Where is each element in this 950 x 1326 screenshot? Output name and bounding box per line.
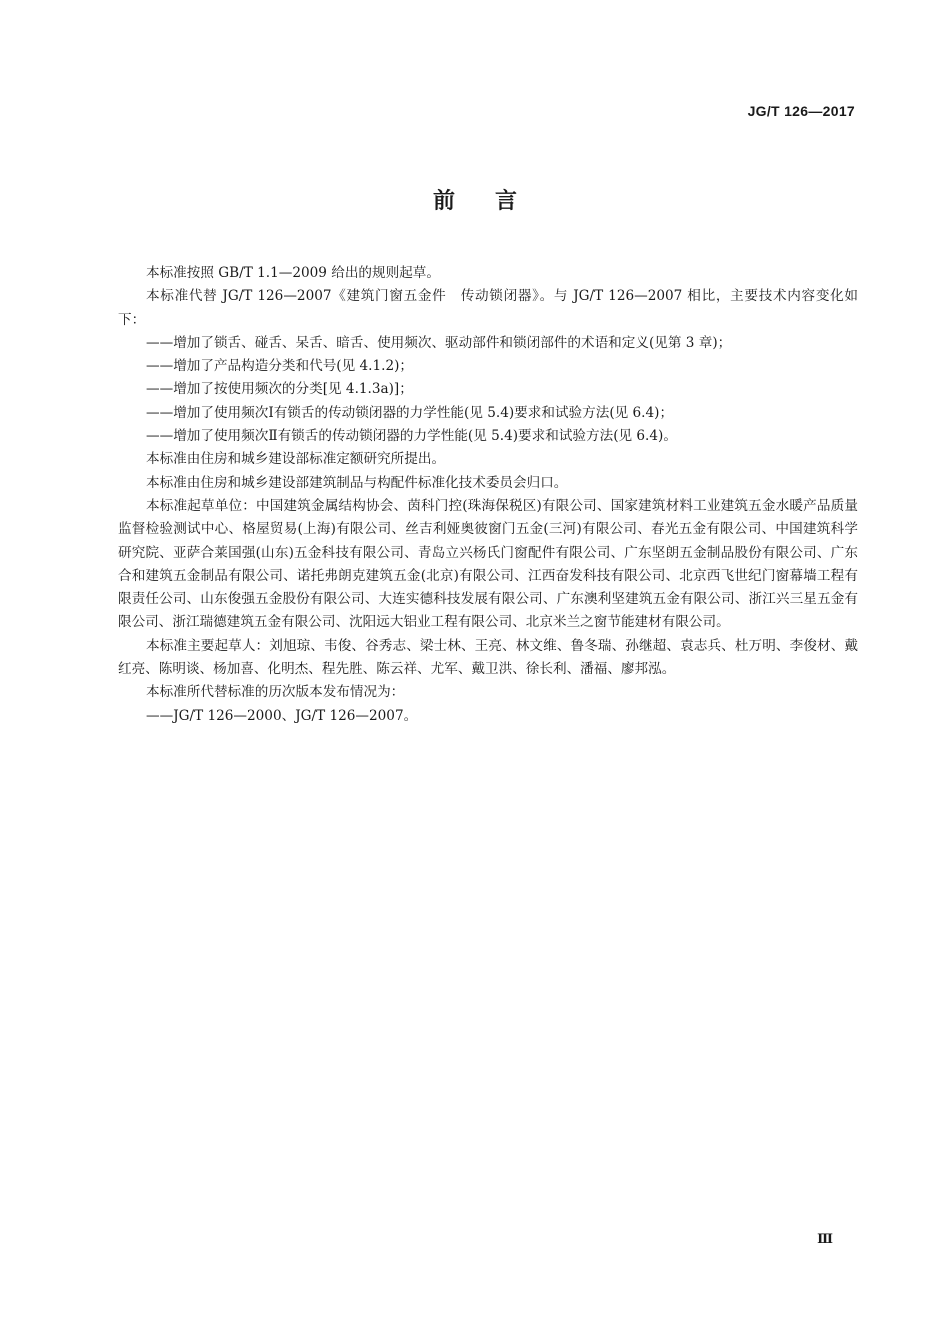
paragraph-drafting-rules: 本标准按照 GB/T 1.1—2009 给出的规则起草。 xyxy=(146,265,440,281)
paragraph-history: 本标准所代替标准的历次版本发布情况为： xyxy=(146,684,405,701)
standard-code: JG/T 126—2017 xyxy=(747,103,855,119)
list-item-change: ——增加了产品构造分类和代号(见 4.1.2)； xyxy=(146,358,414,375)
paragraph-centralized: 本标准由住房和城乡建设部建筑制品与构配件标准化技术委员会归口。 xyxy=(146,474,568,491)
page-number: Ⅲ xyxy=(817,1232,833,1247)
list-item-change: ——增加了使用频次Ⅱ有锁舌的传动锁闭器的力学性能(见 5.4)要求和试验方法(见 6.4)。 xyxy=(146,428,677,445)
paragraph-replacement: 本标准代替 JG/T 126—2007《建筑门窗五金件 传动锁闭器》。与 JG/T 126—2007 相比，主要技术内容变化如下： xyxy=(118,288,858,328)
page-title: 前言 xyxy=(432,189,557,214)
paragraph-drafting-units: 本标准起草单位：中国建筑金属结构协会、茵科门控(珠海保税区)有限公司、国家建筑材料工业建筑五金水暖产品质量监督检验测试中心、格屋贸易(上海)有限公司、丝吉利娅奥彼窗门五金(三河)有限公司、春光五金有限公司、中国建筑科学研究院、亚萨合莱国强(山东)五金科技有限公司、青岛立兴杨氏门窗配件有限公司、广东坚朗五金制品股份有限公司、广东合和建筑五金制品有限公司、诺托弗朗克建筑五金(北京)有限公司、江西奋发科技有限公司、北京西飞世纪门窗幕墙工程有限责任公司、山东俊强五金股份有限公司、大连实德科技发展有限公司、广东澳利坚建筑五金有限公司、浙江兴三星五金有限公司、浙江瑞德建筑五金有限公司、沈阳远大铝业工程有限公司、北京米兰之窗节能建材有限公司。 xyxy=(118,497,858,631)
list-item-change: ——增加了按使用频次的分类[见 4.1.3a)]； xyxy=(146,381,413,398)
list-item-history: ——JG/T 126—2000、JG/T 126—2007。 xyxy=(146,707,418,724)
paragraph-drafters: 本标准主要起草人：刘旭琼、韦俊、谷秀志、梁士林、王亮、林文维、鲁冬瑞、孙继超、袁志兵、杜万明、李俊材、戴红亮、陈明谈、杨加喜、化明杰、程先胜、陈云祥、尤军、戴卫洪、徐长利、潘福、廖邦泓。 xyxy=(118,637,858,678)
paragraph-proposer: 本标准由住房和城乡建设部标准定额研究所提出。 xyxy=(146,451,446,468)
list-item-change: ——增加了使用频次Ⅰ有锁舌的传动锁闭器的力学性能(见 5.4)要求和试验方法(见 6.4)； xyxy=(146,404,674,421)
list-item-change: ——增加了锁舌、碰舌、呆舌、暗舌、使用频次、驱动部件和锁闭部件的术语和定义(见第 3 章)； xyxy=(146,334,732,351)
document-body xyxy=(118,262,858,728)
